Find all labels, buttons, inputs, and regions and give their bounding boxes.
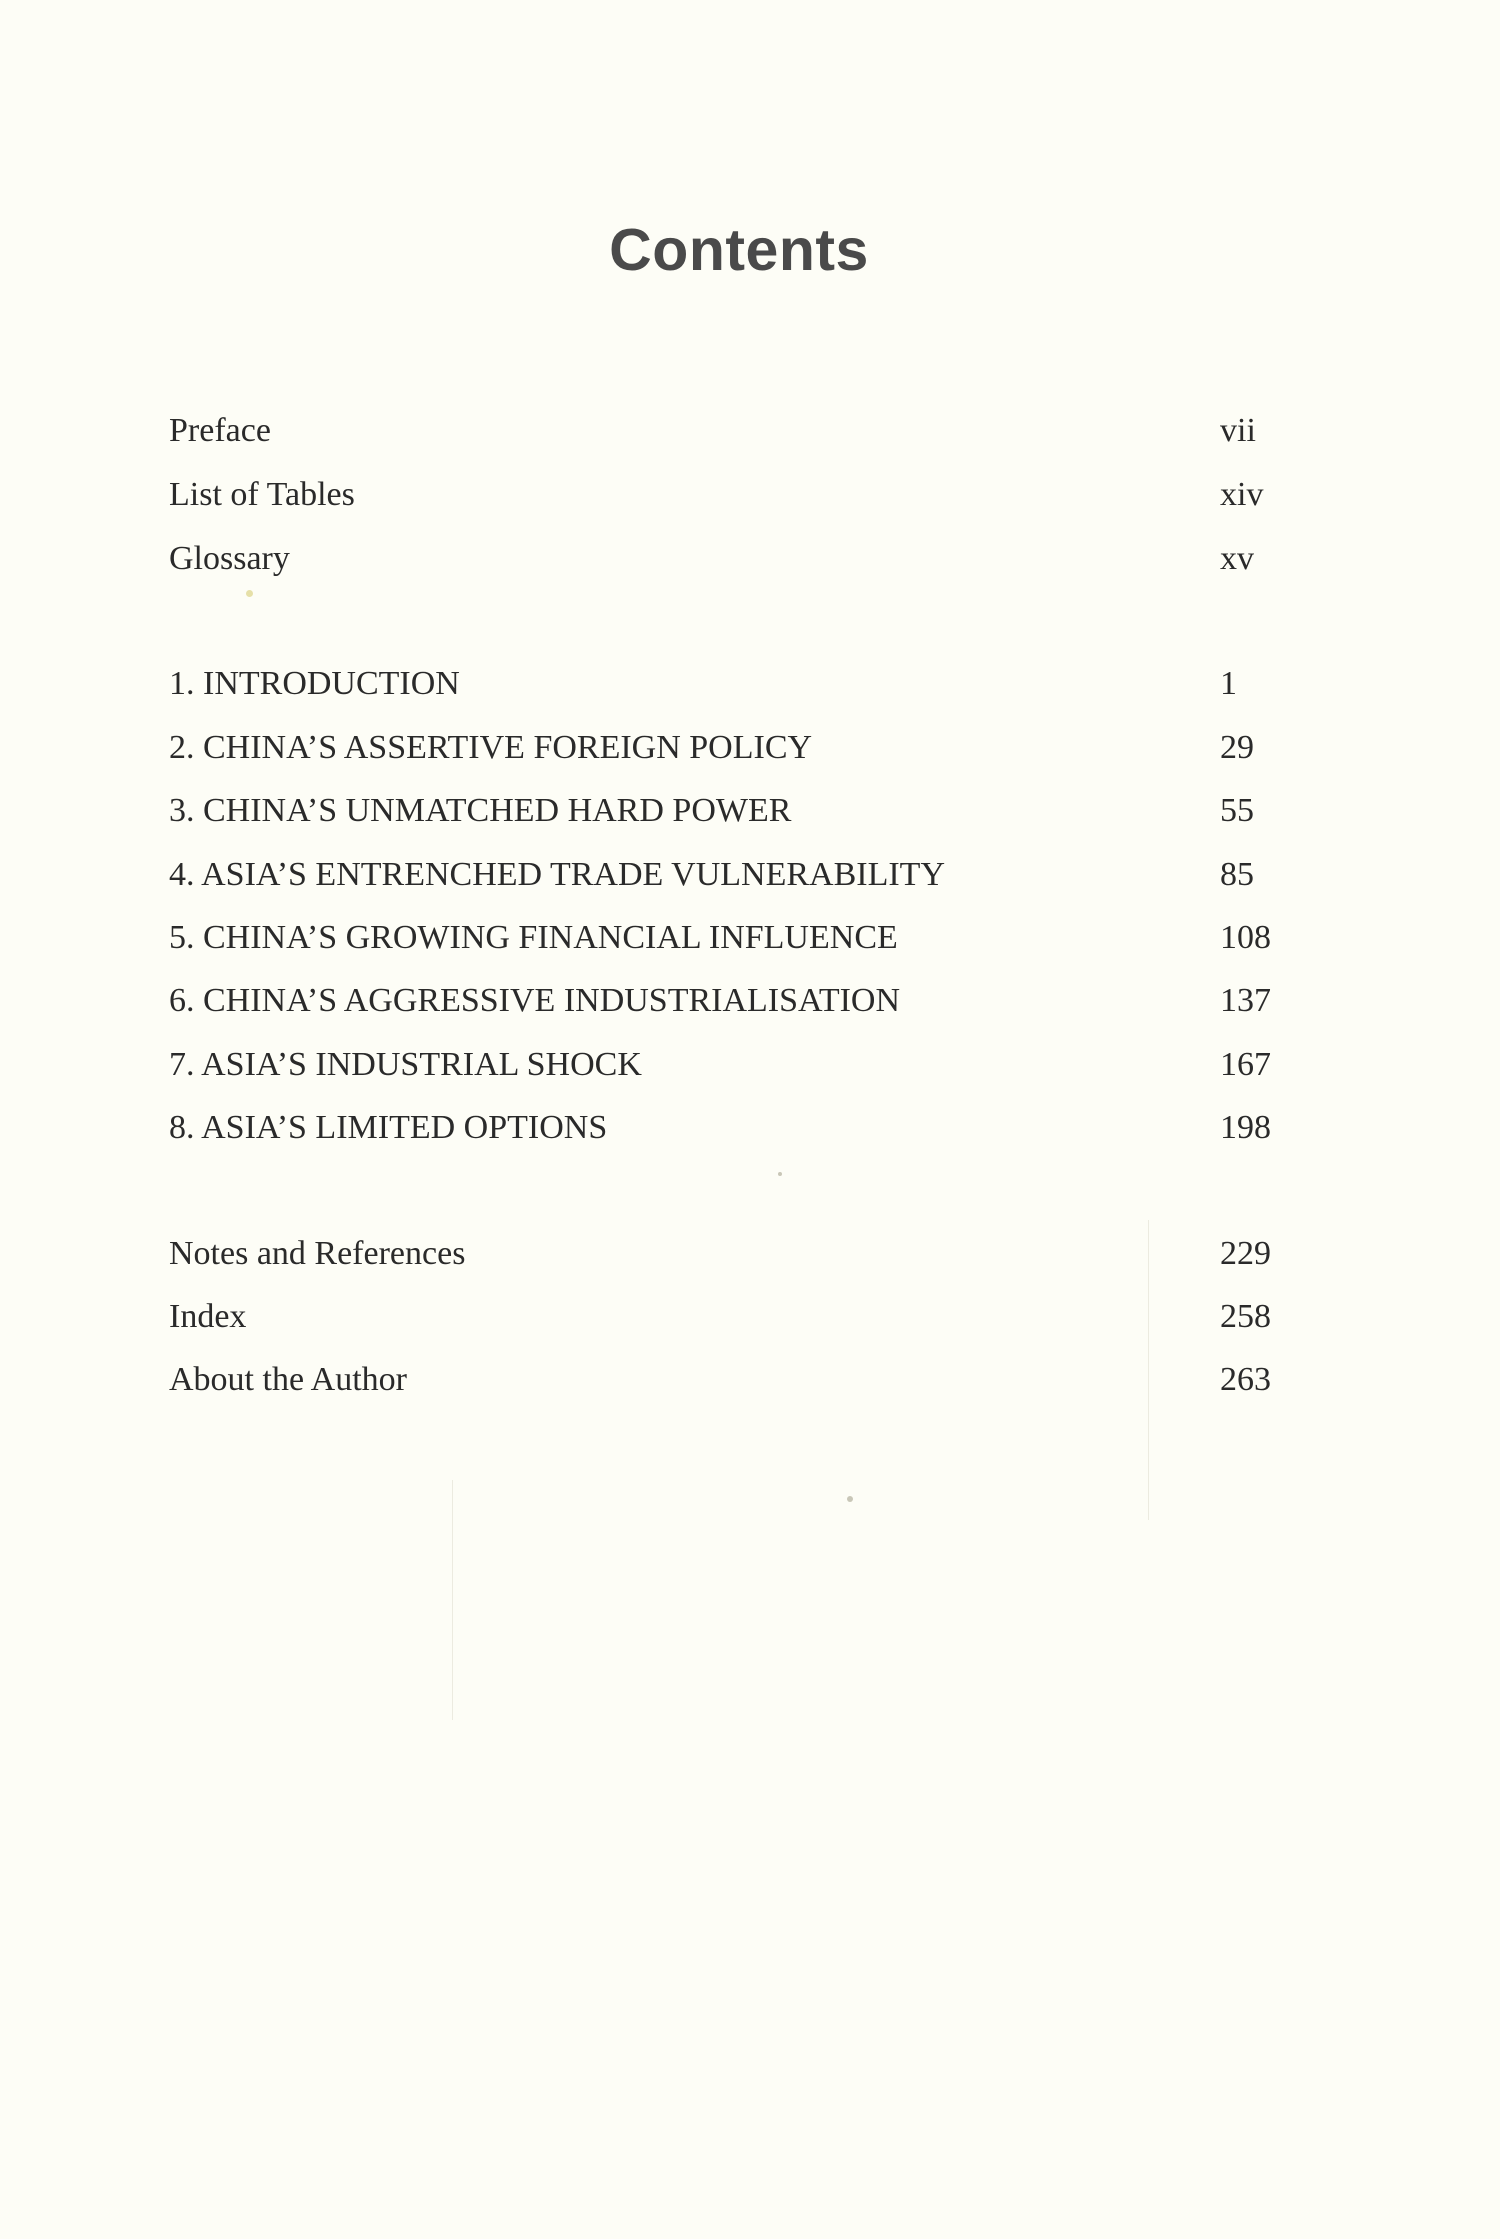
- toc-entry-page: 167: [1220, 1046, 1271, 1083]
- scan-fold-line: [452, 1480, 453, 1720]
- toc-entry-page: vii: [1220, 412, 1256, 449]
- toc-entry-index: [169, 1290, 1269, 1344]
- toc-entry-label: 1. INTRODUCTION: [169, 665, 460, 702]
- toc-entry-chapter-7: [169, 1038, 1269, 1092]
- toc-entry-list-of-tables: [169, 468, 1269, 522]
- toc-entry-page: 137: [1220, 982, 1271, 1019]
- toc-entry-page: xv: [1220, 540, 1254, 577]
- toc-entry-page: 1: [1220, 665, 1237, 702]
- toc-entry-label: 4. ASIA’S ENTRENCHED TRADE VULNERABILITY: [169, 856, 946, 893]
- toc-entry-page: 85: [1220, 856, 1254, 893]
- toc-entry-label: About the Author: [169, 1361, 407, 1398]
- toc-entry-page: 29: [1220, 729, 1254, 766]
- toc-entry-preface: [169, 404, 1269, 458]
- toc-entry-chapter-8: [169, 1101, 1269, 1155]
- toc-entry-page: 108: [1220, 919, 1271, 956]
- toc-entry-about-the-author: [169, 1353, 1269, 1407]
- toc-entry-chapter-3: [169, 784, 1269, 838]
- toc-entry-page: 198: [1220, 1109, 1271, 1146]
- toc-entry-page: 229: [1220, 1235, 1271, 1272]
- toc-entry-page: 55: [1220, 792, 1254, 829]
- toc-entry-page: 258: [1220, 1298, 1271, 1335]
- toc-entry-chapter-6: [169, 974, 1269, 1028]
- toc-entry-chapter-5: [169, 911, 1269, 965]
- scan-speck: [246, 590, 253, 597]
- scan-speck: [778, 1172, 782, 1176]
- toc-entry-notes-and-references: [169, 1227, 1269, 1281]
- toc-entry-page: xiv: [1220, 476, 1264, 513]
- toc-entry-chapter-4: [169, 848, 1269, 902]
- toc-entry-label: 8. ASIA’S LIMITED OPTIONS: [169, 1109, 608, 1146]
- toc-entry-page: 263: [1220, 1361, 1271, 1398]
- toc-entry-label: Preface: [169, 412, 271, 449]
- toc-entry-chapter-2: [169, 721, 1269, 775]
- toc-entry-label: 5. CHINA’S GROWING FINANCIAL INFLUENCE: [169, 919, 898, 956]
- toc-entry-chapter-1: [169, 657, 1269, 711]
- toc-entry-label: List of Tables: [169, 476, 355, 513]
- toc-entry-label: Notes and References: [169, 1235, 466, 1272]
- toc-entry-label: Glossary: [169, 540, 290, 577]
- toc-entry-label: 2. CHINA’S ASSERTIVE FOREIGN POLICY: [169, 729, 813, 766]
- toc-entry-label: 7. ASIA’S INDUSTRIAL SHOCK: [169, 1046, 642, 1083]
- toc-entry-label: Index: [169, 1298, 247, 1335]
- toc-entry-label: 6. CHINA’S AGGRESSIVE INDUSTRIALISATION: [169, 982, 901, 1019]
- page-title: Contents: [609, 217, 869, 283]
- toc-entry-label: 3. CHINA’S UNMATCHED HARD POWER: [169, 792, 792, 829]
- toc-entry-glossary: [169, 532, 1269, 586]
- scan-speck: [847, 1496, 853, 1502]
